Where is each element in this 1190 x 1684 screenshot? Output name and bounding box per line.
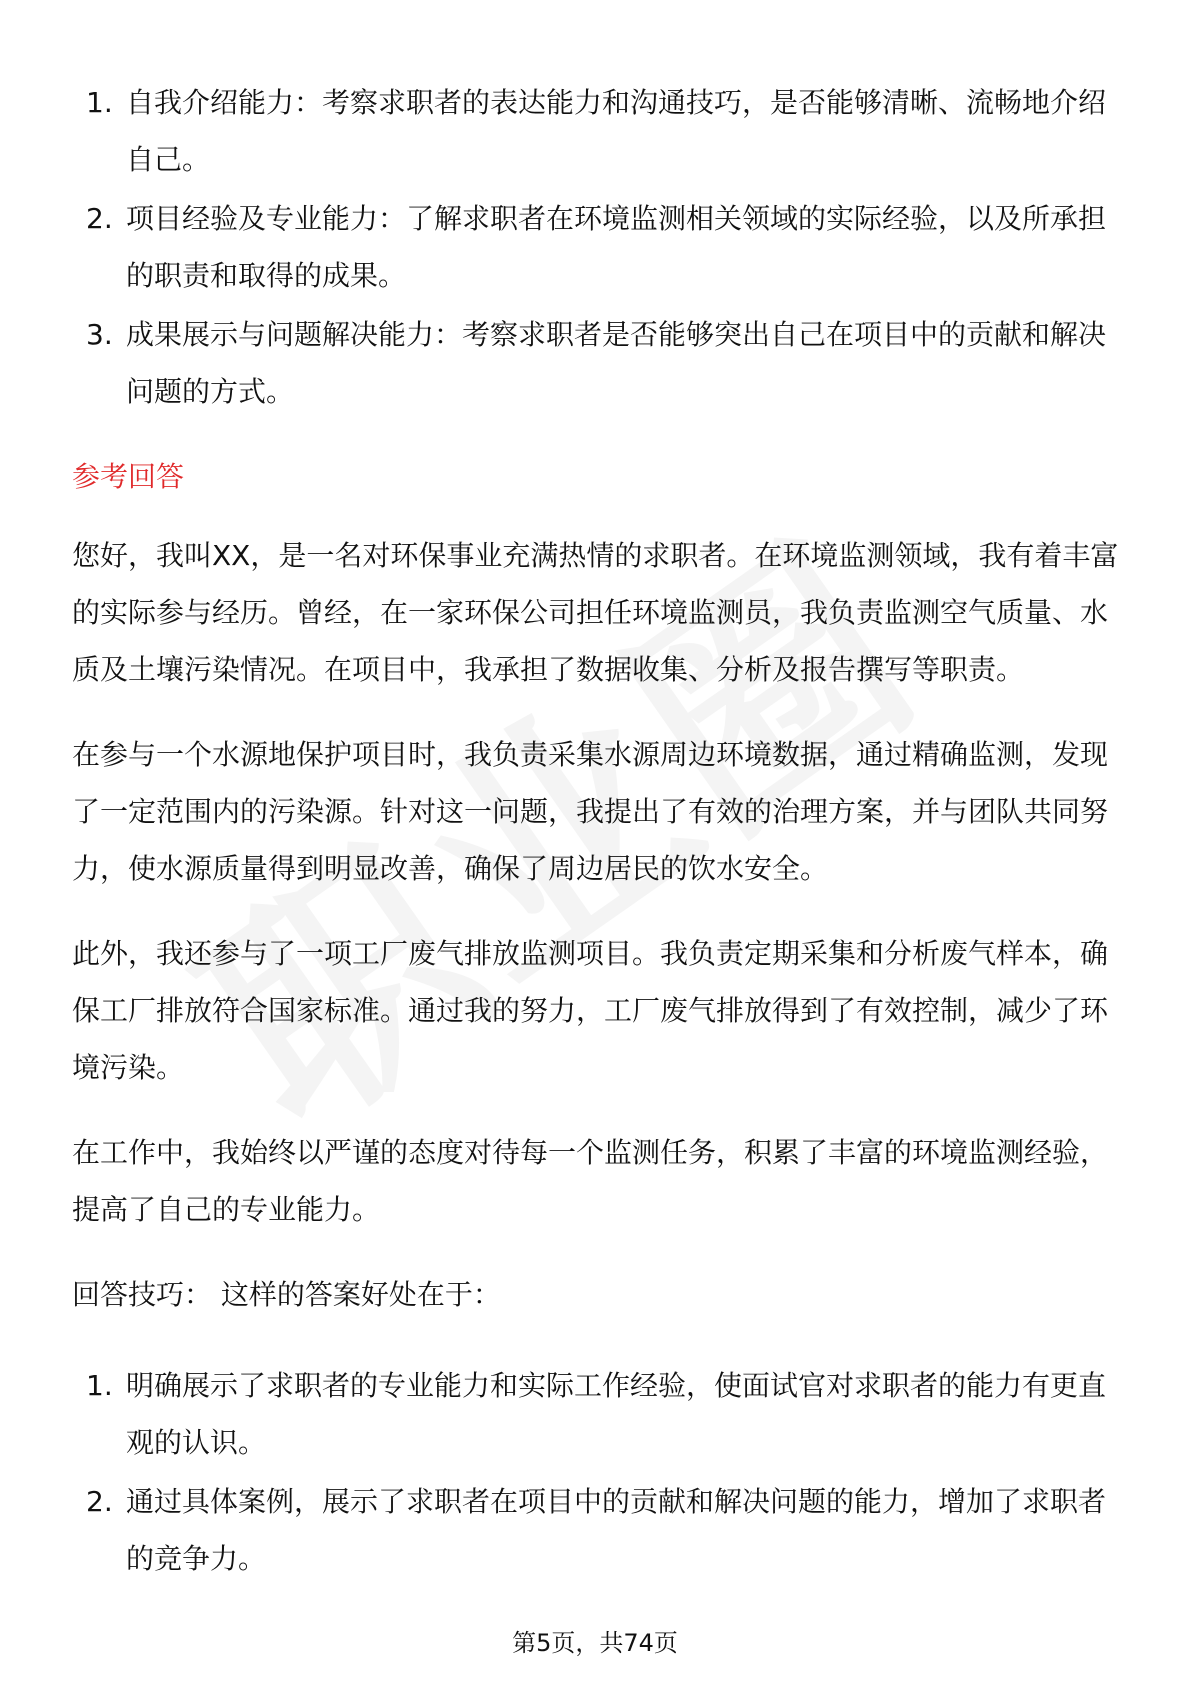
- list-number: 3.: [86, 318, 113, 351]
- document-page: [72, 74, 1122, 1589]
- list-item: [72, 1357, 1122, 1471]
- answer-paragraph: 此外，我还参与了一项工厂废气排放监测项目。我负责定期采集和分析废气样本，确保工厂排放符合国家标准。通过我的努力，工厂废气排放得到了有效控制，减少了环境污染。: [72, 937, 1109, 1084]
- reference-answer-heading: 参考回答: [72, 460, 185, 493]
- answer-paragraph: 在参与一个水源地保护项目时，我负责采集水源周边环境数据，通过精确监测，发现了一定范围内的污染源。针对这一问题，我提出了有效的治理方案，并与团队共同努力，使水源质量得到明显改善，确保了周边居民的饮水安全。: [72, 738, 1109, 885]
- list-item: [72, 74, 1122, 188]
- list-text: 项目经验及专业能力：了解求职者在环境监测相关领域的实际经验，以及所承担的职责和取得的成果。: [126, 202, 1107, 292]
- list-text: 自我介绍能力：考察求职者的表达能力和沟通技巧，是否能够清晰、流畅地介绍自己。: [126, 86, 1107, 176]
- list-text: 明确展示了求职者的专业能力和实际工作经验，使面试官对求职者的能力有更直观的认识。: [126, 1369, 1107, 1459]
- list-item: [72, 306, 1122, 420]
- list-number: 2.: [86, 202, 113, 235]
- tips-list: [72, 1357, 1122, 1587]
- list-text: 通过具体案例，展示了求职者在项目中的贡献和解决问题的能力，增加了求职者的竞争力。: [126, 1485, 1107, 1575]
- list-number: 1.: [86, 1369, 113, 1402]
- list-item: [72, 1473, 1122, 1587]
- list-number: 2.: [86, 1485, 113, 1518]
- list-text: 成果展示与问题解决能力：考察求职者是否能够突出自己在项目中的贡献和解决问题的方式。: [126, 318, 1107, 408]
- answer-paragraph: 您好，我叫XX，是一名对环保事业充满热情的求职者。在环境监测领域，我有着丰富的实际参与经历。曾经，在一家环保公司担任环境监测员，我负责监测空气质量、水质及土壤污染情况。在项目中，我承担了数据收集、分析及报告撰写等职责。: [72, 539, 1119, 686]
- list-item: [72, 190, 1122, 304]
- tips-label: 回答技巧： 这样的答案好处在于：: [72, 1278, 501, 1311]
- list-number: 1.: [86, 86, 113, 119]
- page-number-footer: 第5页，共74页: [512, 1629, 678, 1657]
- criteria-list: [72, 74, 1122, 420]
- answer-paragraph: 在工作中，我始终以严谨的态度对待每一个监测任务，积累了丰富的环境监测经验，提高了自己的专业能力。: [72, 1136, 1109, 1226]
